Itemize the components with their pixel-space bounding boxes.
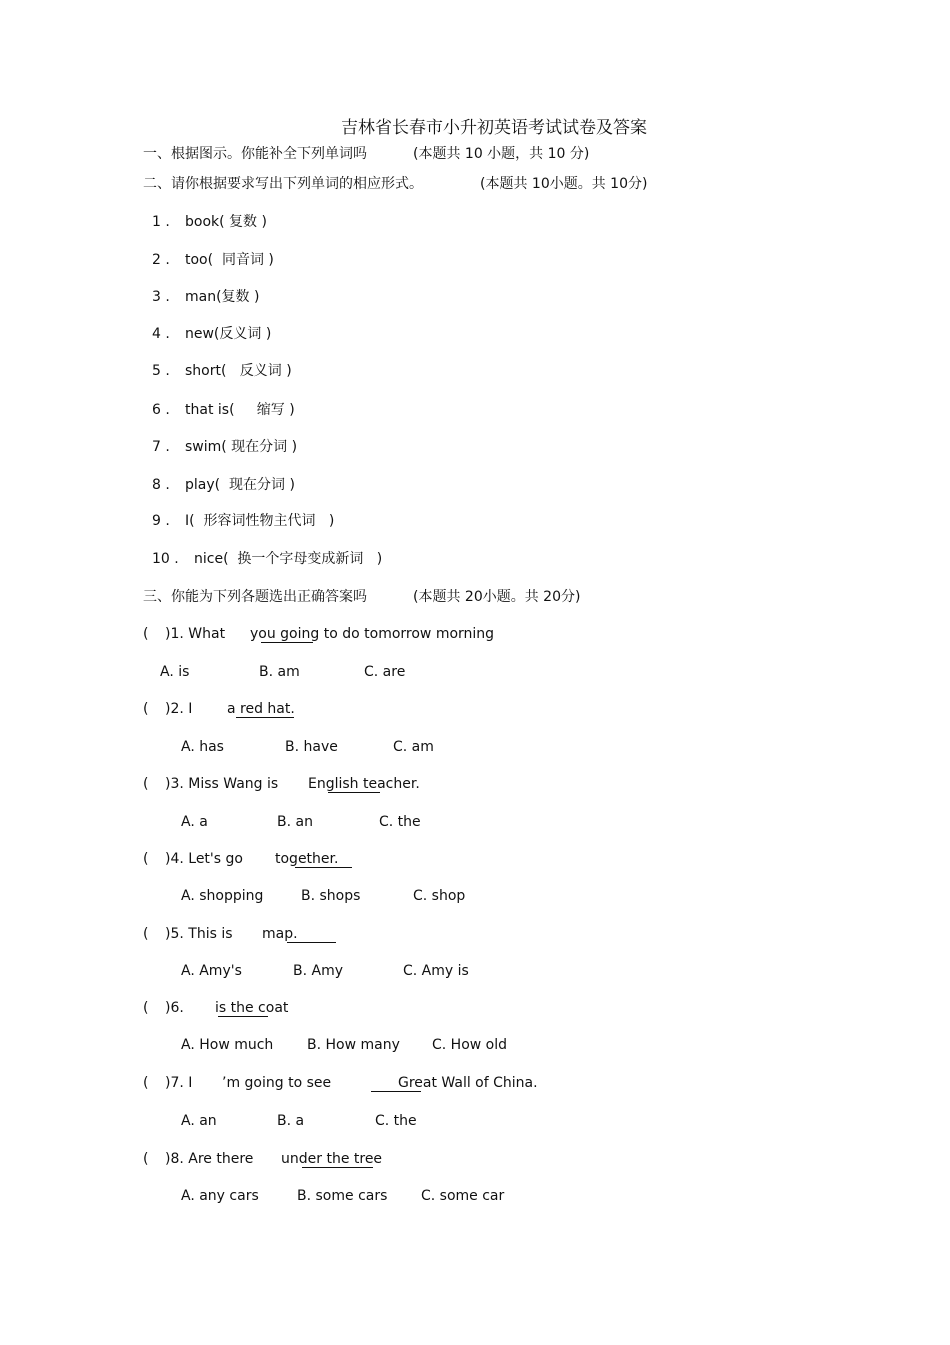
item-6-number: 6 . [152,402,170,418]
section-1-info: (本题共 10 小题，共 10 分) [413,146,590,162]
question-4-tail: together. [275,851,339,867]
question-7-tail: Great Wall of China. [398,1075,538,1091]
question-6-option-a: A. How much [181,1037,274,1053]
question-6-tail: is the coat [215,1000,289,1016]
question-6-stem: )6. [165,1000,184,1016]
question-5-option-b: B. Amy [293,963,344,979]
section-3-info: (本题共 20小题。共 20分) [413,589,581,605]
section-1-heading: 一、根据图示。你能补全下列单词吗 [143,146,367,162]
question-2-tail: a red hat. [227,701,295,717]
question-7-mid: ’m going to see [222,1075,332,1091]
answer-blank-line [328,792,380,793]
question-4-option-c: C. shop [413,888,466,904]
answer-blank-line [261,642,313,643]
question-5-option-c: C. Amy is [403,963,469,979]
question-6-option-c: C. How old [432,1037,508,1053]
question-5-option-a: A. Amy's [181,963,242,979]
item-6-text: that is( 缩写 ) [185,402,295,418]
question-4-stem: )4. Let's go [165,851,243,867]
item-7-number: 7 . [152,439,170,455]
question-8-option-b: B. some cars [297,1188,388,1204]
item-1-text: book( 复数 ) [185,214,267,230]
question-2-option-b: B. have [285,739,338,755]
answer-blank-line [236,717,294,718]
question-1-option-b: B. am [259,664,300,680]
item-2-number: 2 . [152,252,170,268]
section-3-heading: 三、你能为下列各题选出正确答案吗 [143,589,367,605]
answer-paren: ( [143,926,149,942]
item-4-number: 4 . [152,326,170,342]
question-8-stem: )8. Are there [165,1151,254,1167]
question-3-stem: )3. Miss Wang is [165,776,279,792]
section-2-heading: 二、请你根据要求写出下列单词的相应形式。 [143,176,423,192]
answer-blank-line [287,942,336,943]
answer-blank-line [302,1167,373,1168]
answer-paren: ( [143,851,149,867]
item-8-text: play( 现在分词 ) [185,477,295,493]
answer-paren: ( [143,1151,149,1167]
question-8-tail: under the tree [281,1151,383,1167]
question-7-option-a: A. an [181,1113,217,1129]
item-1-number: 1 . [152,214,170,230]
item-5-text: short( 反义词 ) [185,363,292,379]
item-5-number: 5 . [152,363,170,379]
question-2-option-c: C. am [393,739,434,755]
answer-blank-line [218,1016,268,1017]
item-10-text: nice( 换一个字母变成新词 ) [194,551,383,567]
question-2-stem: )2. I [165,701,193,717]
item-2-text: too( 同音词 ) [185,252,274,268]
item-3-number: 3 . [152,289,170,305]
question-8-option-c: C. some car [421,1188,505,1204]
question-8-option-a: A. any cars [181,1188,259,1204]
question-7-option-b: B. a [277,1113,305,1129]
question-5-stem: )5. This is [165,926,233,942]
item-8-number: 8 . [152,477,170,493]
answer-paren: ( [143,701,149,717]
question-6-option-b: B. How many [307,1037,400,1053]
item-7-text: swim( 现在分词 ) [185,439,298,455]
question-3-option-b: B. an [277,814,313,830]
question-1-option-a: A. is [160,664,190,680]
question-7-option-c: C. the [375,1113,417,1129]
question-1-tail: you going to do tomorrow morning [250,626,495,642]
question-2-option-a: A. has [181,739,224,755]
question-5-tail: map. [262,926,298,942]
item-10-number: 10 . [152,551,179,567]
answer-paren: ( [143,626,149,642]
question-3-option-a: A. a [181,814,208,830]
item-9-number: 9 . [152,513,170,529]
question-3-option-c: C. the [379,814,421,830]
answer-paren: ( [143,776,149,792]
question-3-tail: English teacher. [308,776,420,792]
answer-paren: ( [143,1075,149,1091]
item-4-text: new(反义词 ) [185,326,272,342]
question-4-option-a: A. shopping [181,888,264,904]
answer-blank-line [371,1091,421,1092]
answer-paren: ( [143,1000,149,1016]
answer-blank-line [295,867,352,868]
question-4-option-b: B. shops [301,888,361,904]
question-1-stem: )1. What [165,626,226,642]
question-7-stem: )7. I [165,1075,193,1091]
section-2-info: (本题共 10小题。共 10分) [480,176,648,192]
page-title: 吉林省长春市小升初英语考试试卷及答案 [341,118,647,138]
item-3-text: man(复数 ) [185,289,260,305]
item-9-text: I( 形容词性物主代词 ) [185,513,335,529]
question-1-option-c: C. are [364,664,406,680]
